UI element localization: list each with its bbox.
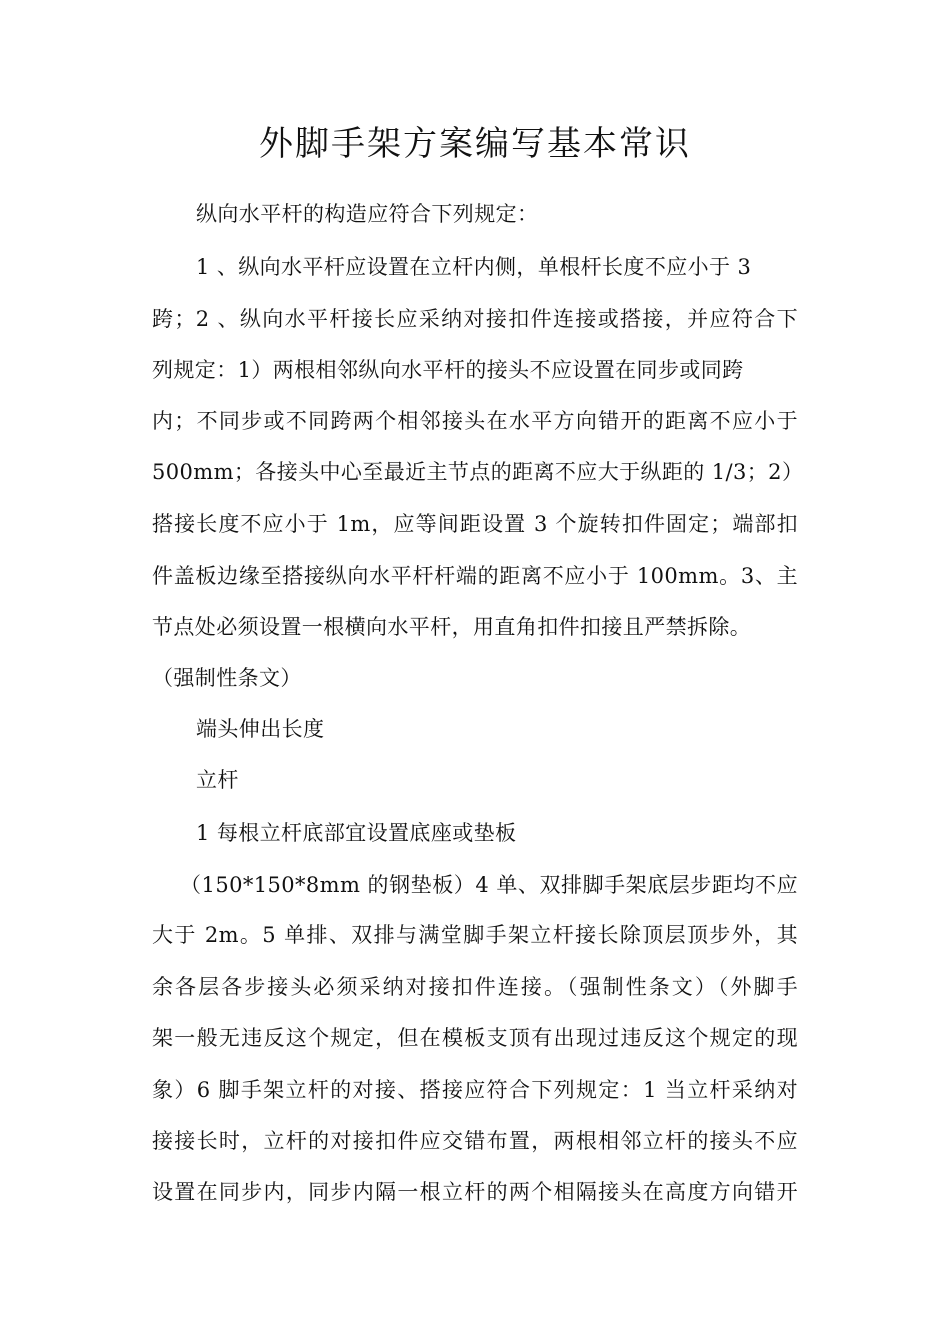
section-heading: 立杆 xyxy=(196,768,239,792)
paragraph-line: 节点处必须设置一根横向水平杆，用直角扣件扣接且严禁拆除。 xyxy=(152,615,752,639)
paragraph-line: 件盖板边缘至搭接纵向水平杆杆端的距离不应小于 100mm。3、主 xyxy=(152,564,798,588)
paragraph-line: 搭接长度不应小于 1m，应等间距设置 3 个旋转扣件固定；端部扣 xyxy=(152,512,798,536)
section-heading: 端头伸出长度 xyxy=(196,717,325,741)
paragraph-line: 列规定：1）两根相邻纵向水平杆的接头不应设置在同步或同跨 xyxy=(152,358,744,382)
paragraph-line: （强制性条文） xyxy=(152,666,302,690)
paragraph-line: 架一般无违反这个规定，但在模板支顶有出现过违反这个规定的现 xyxy=(152,1026,798,1050)
paragraph-line: 接接长时，立杆的对接扣件应交错布置，两根相邻立杆的接头不应 xyxy=(152,1129,798,1153)
paragraph-line: 500mm；各接头中心至最近主节点的距离不应大于纵距的 1/3；2） xyxy=(152,460,804,484)
paragraph-line: 纵向水平杆的构造应符合下列规定： xyxy=(196,202,539,226)
paragraph-line: 余各层各步接头必须采纳对接扣件连接。（强制性条文）（外脚手 xyxy=(152,975,798,999)
paragraph-line: 内；不同步或不同跨两个相邻接头在水平方向错开的距离不应小于 xyxy=(152,409,798,433)
paragraph-line: （150*150*8mm 的钢垫板）4 单、双排脚手架底层步距均不应 xyxy=(180,873,798,897)
paragraph-line: 大于 2m。5 单排、双排与满堂脚手架立杆接长除顶层顶步外，其 xyxy=(152,923,798,947)
paragraph-line: 1 、纵向水平杆应设置在立杆内侧，单根杆长度不应小于 3 xyxy=(196,255,752,279)
paragraph-line: 象）6 脚手架立杆的对接、搭接应符合下列规定：1 当立杆采纳对 xyxy=(152,1078,798,1102)
paragraph-line: 设置在同步内，同步内隔一根立杆的两个相隔接头在高度方向错开 xyxy=(152,1180,798,1204)
paragraph-line: 1 每根立杆底部宜设置底座或垫板 xyxy=(196,821,517,845)
paragraph-line: 跨；2 、纵向水平杆接长应采纳对接扣件连接或搭接，并应符合下 xyxy=(152,307,798,331)
document-title: 外脚手架方案编写基本常识 xyxy=(259,124,691,164)
